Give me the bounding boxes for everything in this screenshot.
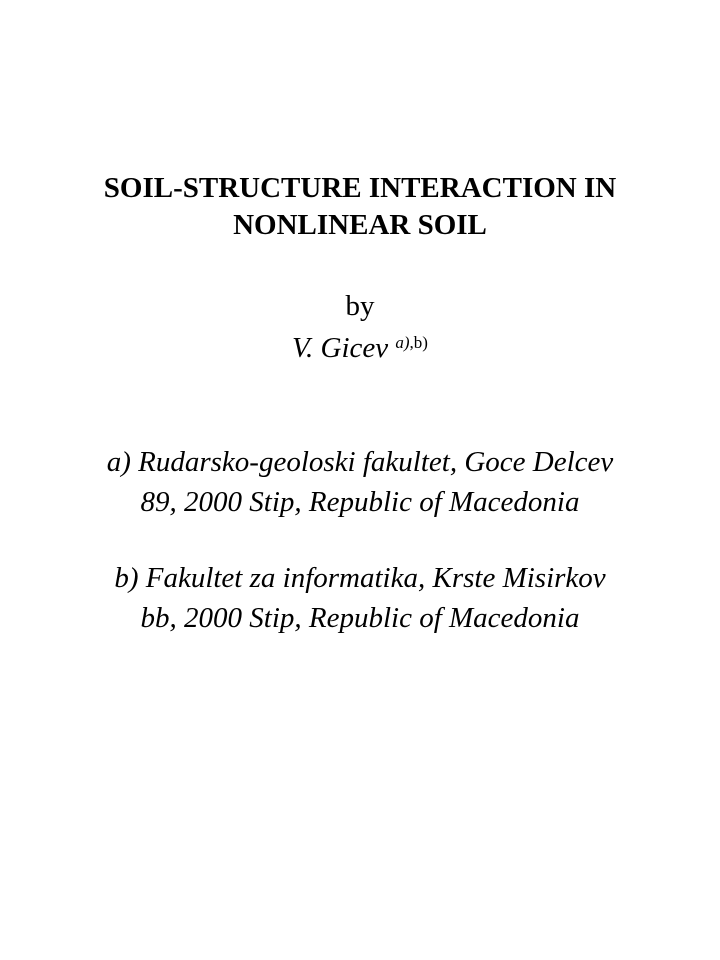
title-line-2: NONLINEAR SOIL <box>233 209 487 241</box>
affiliation-b-line-2: bb, 2000 Stip, Republic of Macedonia <box>140 602 580 634</box>
affiliation-b-line-1: b) Fakultet za informatika, Krste Misirkov <box>114 562 606 594</box>
title-line-1: SOIL-STRUCTURE INTERACTION IN <box>103 172 617 204</box>
affiliation-a-line-2: 89, 2000 Stip, Republic of Macedonia <box>140 486 580 518</box>
author-line <box>0 324 720 367</box>
affiliation-marker-b: ,b) <box>409 333 428 352</box>
paper-title <box>0 170 720 244</box>
author-name: V. Gicev <box>292 332 389 364</box>
affiliation-marker-a: a) <box>395 333 410 352</box>
by-label: by <box>345 290 375 322</box>
affiliation-a <box>0 442 720 522</box>
author-affiliation-markers <box>395 333 428 352</box>
affiliation-b <box>0 558 720 638</box>
affiliation-a-line-1: a) Rudarsko-geoloski fakultet, Goce Delcev <box>106 446 614 478</box>
